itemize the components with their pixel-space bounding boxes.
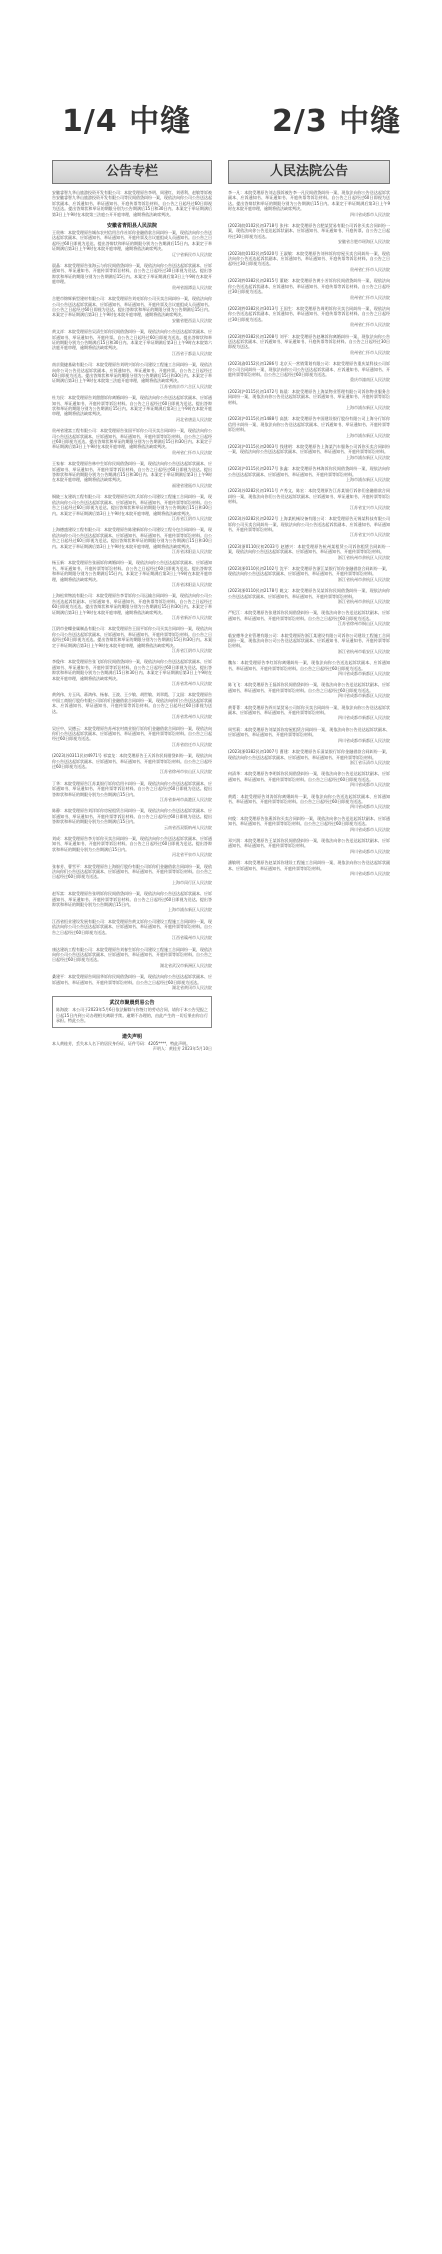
notice-court-signature: 江西省于都县人民法院: [172, 350, 212, 356]
notice-body: (2023)浙0382民初1007号 曹建：本院受理原告乐清某银行诉你金融借款合同纠纷一案，现依法向你公告送达起诉状副本、应诉通知书、举证通知书、开庭传票等诉讼材料。: [228, 749, 390, 760]
notice-item: [52, 263, 212, 290]
notice-body: (2023)沪0115民初1488号 高凯：本院受理原告中国建设银行股份有限公司上海分行诉你信用卡纠纷一案，现依法向你公告送达起诉状副本、应诉通知书、举证通知书、开庭传票等诉讼材料。: [228, 416, 390, 433]
notice-court-signature: 江苏省沭阳县人民法院: [172, 581, 212, 587]
notice-body: 黄霞：本院受理原告刘涛诉你离婚纠纷一案，现依法向你公告送达起诉状副本、应诉通知书、举证通知书、开庭传票等诉讼材料。自公告之日起经过60日即视为送达。: [228, 793, 390, 804]
notice-item: [228, 749, 390, 765]
right-column-header: 人民法院公告: [228, 160, 390, 184]
notice-court-signature: 浙江省杭州市临安区人民法院: [338, 648, 390, 654]
notice-item: [228, 771, 390, 787]
left-notice-column: [52, 160, 212, 2236]
notice-item: [228, 251, 390, 273]
notice-court-signature: 江苏省沭阳县人民法院: [172, 548, 212, 554]
notice-body: 邓兴润：本院受理原告王某诉你民间借贷纠纷一案，现依法向你公告送达起诉状副本、应诉通知书、举证通知书、开庭传票等诉讼材料。: [228, 837, 390, 849]
notice-item: [228, 516, 390, 538]
notice-item: [52, 836, 212, 858]
notice-item: [52, 919, 212, 941]
notice-body: (2023)黔0382民初2815号 董晓：本院受理原告黄小芳诉你民间借贷纠纷一案，现依法向你公告送达起诉状副本、应诉通知书、举证通知书、开庭传票等诉讼材料。自公告之日起经过30日即视为送达。: [228, 278, 390, 295]
notice-item: [228, 278, 390, 300]
notice-court-signature: 江苏省徐州市泉山区人民法院: [160, 769, 212, 775]
notice-item: [228, 488, 390, 510]
notice-item: [228, 389, 390, 411]
notice-court-signature: 江苏省常州市人民法院: [172, 714, 212, 720]
notice-item: [52, 461, 212, 488]
notice-court-signature: 上海市浦东新区人民法院: [346, 432, 390, 438]
notice-item: [52, 726, 212, 748]
notice-court-signature: 江苏省宿迁市人民法院: [172, 741, 212, 747]
notice-item: [52, 329, 212, 356]
notice-title: 安徽省青阳县人民法院: [106, 223, 157, 230]
notice-court-signature: 四川省成都市新都区人民法院: [338, 693, 390, 699]
notice-item: [228, 794, 390, 810]
notice-body: 桑建平：本院受理原告周国华诉你民间借贷纠纷一案，现依法向你公告送达起诉状副本、应诉通知书、举证通知书、开庭传票等诉讼材料。自公告之日起经过60日即视为送达。: [52, 974, 212, 985]
notice-court-signature: 江苏省宜兴市人民法院: [350, 532, 390, 538]
notice-body: (2023)浙0110民初2102号 沈平：本院受理原告浙江某银行诉你金融借款合同纠纷一案，现依法向你公告送达起诉状副本、应诉通知书、举证通知书、开庭传票等诉讼材料。: [228, 565, 390, 577]
notice-body: (2023)苏0282民初2022号 上海某机械设备有限公司：本院受理原告无锡某科技有限公司诉你公司买卖合同纠纷一案，现依法向你公司公告送达起诉状副本、应诉通知书、举证通知书、开庭传票等诉讼材料。: [228, 516, 390, 532]
notice-item: [52, 692, 212, 719]
notice-item: [228, 838, 390, 854]
notice-item: [228, 682, 390, 698]
loss-notice: [52, 1034, 212, 1052]
notice-body: 江阴市金蝶金属制品有限公司：本院受理原告王国平诉你公司买卖合同纠纷一案，现依法向你公司公告送达起诉状副本、应诉通知书、举证通知书、开庭传票等诉讼材料。自公告之日起经过60日即视为送达。提出答辩状和举证的期限分别为公告期满后15日和30日内。本案定于举证期满后第3日上午9时在本院开庭审理，逾期将依法缺席判决。: [52, 626, 212, 648]
notice-court-signature: 上海市浦东新区人民法院: [346, 454, 390, 460]
notice-body: 王贵林：本院受理原告城东农村信用合作社诉你金融借款合同纠纷一案，现依法向你公告送达起诉状副本、应诉通知书、举证通知书、开庭传票及合议庭组成人员通知书。自公告之日起经过60日即视为送达。提出答辩状和举证的期限分别为公告期满后15日内。本案定于举证期满后第3日上午9时在本院开庭审理，逾期将依法缺席判决。: [52, 230, 212, 252]
notice-item: [52, 974, 212, 990]
notice-court-signature: 江苏省泰州市高港区人民法院: [160, 796, 212, 802]
notice-court-signature: 重庆市潼南区人民法院: [350, 377, 390, 383]
notice-item: [228, 816, 390, 832]
notice-item: [52, 891, 212, 913]
left-column-header: 公告专栏: [52, 160, 212, 184]
notice-court-signature: 四川省成都市新都区人民法院: [338, 737, 390, 743]
notice-court-signature: 江苏省江阴市人民法院: [172, 648, 212, 654]
notice-item: [228, 306, 390, 328]
notice-item: [52, 753, 212, 775]
notice-body: 赵军富：本院受理原告张明诉你民间借贷纠纷一案，现依法向你公告送达起诉状副本、应诉通知书、举证通知书、开庭传票等诉讼材料。自公告之日起经过60日即视为送达。提出答辩状和举证的期限分别为公告期满后15日内。: [52, 891, 212, 908]
notice-item: [228, 660, 390, 676]
notice-body: 严纪江：本院受理原告张建诉你民间借贷纠纷一案，现依法向你公告送达起诉状副本、应诉通知书、举证通知书、开庭传票等诉讼材料。自公告之日起经过60日即视为送达。: [228, 610, 390, 621]
notice-item: [228, 223, 390, 245]
notice-court-signature: 云南省西双版纳州人民法院: [164, 824, 212, 830]
notice-item: [52, 527, 212, 554]
notice-item: [52, 781, 212, 803]
notice-item: [228, 544, 390, 560]
notice-body: (2023)黔0382民初1208号 刘平：本院受理原告赵琳诉你离婚纠纷一案，现依法向你公告送达起诉状副本、应诉通知书、举证通知书、开庭传票等诉讼材料。自公告之日起经过30日即视为送达。: [228, 333, 390, 350]
notice-court-signature: 四川省成都市人民法院: [350, 848, 390, 854]
notice-body: 晨晶：本院受理原告张海云与你民间借贷纠纷一案，现依法向你公告送达起诉状副本、应诉通知书、举证通知书、开庭传票等诉讼材料。自公告之日起经过30日即视为送达。提出答辩状和举证的期限分别为公告期满后15日内。本案定于举证期满后第3日上午9时在本院开庭审理。: [52, 263, 212, 285]
notice-item: [228, 190, 390, 217]
notice-court-signature: 江苏省徐州市铜山区人民法院: [338, 621, 390, 627]
notice-body: 陈静：本院受理原告刘洋诉你房屋租赁合同纠纷一案，现依法向你公告送达起诉状副本、应诉通知书、举证通知书、开庭传票等诉讼材料。自公告之日起经过60日即视为送达。提出答辩状和举证的期限分别为公告期满后15日内。: [52, 808, 212, 825]
notice-body: (2023)苏0282民初1911号 卢秀文、陈宏：本院受理原告江苏某银行诉你们金融借款合同纠纷一案，现依法向你们公告送达起诉状副本、应诉通知书、举证通知书、开庭传票等诉讼材料。: [228, 488, 390, 505]
notice-body: 上海松荣物流有限公司：本院受理原告李青诉你公司运输合同纠纷一案，现依法向你公司公告送达起诉状副本、应诉通知书、举证通知书、开庭传票等诉讼材料。自公告之日起经过60日即视为送达。提出答辩状和举证的期限分别为公告期满后15日和30日内。本案定于举证期满后第3日上午9时在本院开庭审理，逾期将依法缺席判决。: [52, 593, 212, 615]
notice-court-signature: 河北省唐县人民法院: [176, 416, 212, 422]
notice-body: (2023)黔0382民初3013号 王国生：本院受理原告周明诉你买卖合同纠纷一案，现依法向你公告送达起诉状副本、应诉通知书、举证通知书、开庭传票等诉讼材料。自公告之日起经过30日即视为送达。: [228, 305, 390, 322]
loss-notice-title: 遗失声明: [121, 1033, 142, 1040]
notice-court-signature: 贵州省湄潭县人民法院: [172, 284, 212, 290]
notice-body: 李一凡：本院受理原告刘志强诉被告李一凡民间借贷纠纷一案，现依法向你公告送达起诉状副本、应诉通知书、举证通知书、开庭传票等诉讼材料。自公告之日起经过60日即视为送达。提出答辩状和举证的期限分别为公告期满后15日内。本案定于举证期满后第3日上午9时在本院开庭审理，逾期将依法缺席判决。: [228, 190, 390, 212]
right-notice-column: [228, 160, 390, 2236]
notice-body: 黄菁菁：本院受理原告四川某贸易公司诉你买卖合同纠纷一案，现依法向你公告送达起诉状副本、应诉通知书、举证通知书、开庭传票等诉讼材料。: [228, 704, 390, 716]
notice-body: 杨玉新：本院受理原告张丽诉你离婚纠纷一案，现依法向你公告送达起诉状副本、应诉通知书、举证通知书、开庭传票等诉讼材料。自公告之日起经过60日即视为送达。提出答辩状和举证的期限分别为公告期满后15日内。本案定于举证期满后第3日上午9时在本院开庭审理，逾期将依法缺席判决。: [52, 560, 212, 582]
notice-item: [228, 588, 390, 604]
notice-court-signature: 浙江省乐清市人民法院: [350, 759, 390, 765]
notice-court-signature: 江苏省新沂市人民法院: [172, 615, 212, 620]
notice-court-signature: 辽宁省新民市人民法院: [172, 251, 212, 257]
notice-court-signature: 江苏省江阴市人民法院: [172, 515, 212, 521]
notice-court-signature: 四川省成都市人民法院: [350, 871, 390, 876]
notice-court-signature: 上海市浦东新区人民法院: [346, 405, 390, 410]
notice-court-signature: 四川省成都市人民法院: [350, 804, 390, 810]
notice-item: [52, 593, 212, 620]
notice-body: 康达建筑工程有限公司：本院受理原告刘春生诉你公司建设工程施工合同纠纷一案，现依法向你公司公告送达起诉状副本、应诉通知书、举证通知书、开庭传票等诉讼材料。自公告之日起经过60日即视为送达。: [52, 946, 212, 963]
notice-body: (2023)皖0102民初5020号 王淑敏：本院受理原告刘伟诉你房屋买卖合同纠纷一案，现依法向你公告送达起诉状副本、应诉通知书、举证通知书、开庭传票等诉讼材料。自公告之日起经过30日即视为送达。: [228, 250, 390, 267]
notice-court-signature: 贵州省仁怀市人民法院: [350, 322, 390, 328]
notice-body: 安徽睿智九华山旅游投资开发有限公司：本院受理原告李明、周建红、刘勇利、赵敏等诉被告安徽睿智九华山旅游投资开发有限公司等民间借贷纠纷一案，现依法向你公司公告送达起诉状副本、应诉通知书、举证通知书、开庭传票等诉讼材料。自公告之日起经过60日即视为送达。提出答辩状和举证的期限分别为公告期满后15日和30日内。本案定于举证期满后第3日上午9时在本院第三法庭公开开庭审理，逾期将依法缺席判决。: [52, 190, 212, 217]
notice-item: [52, 190, 212, 217]
notice-item: [228, 727, 390, 743]
notice-court-signature: 四川省成都市新都区人民法院: [338, 715, 390, 721]
notice-body: (2023)沪0115民初2003号 钱建明：本院受理原告上海某汽车服务公司诉你买卖合同纠纷一案，现依法向你公告送达起诉状副本、应诉通知书、举证通知书、开庭传票等诉讼材料。: [228, 444, 390, 455]
notice-court-signature: 河北省平泉市人民法院: [172, 852, 212, 858]
notice-body: 陈飞飞：本院受理原告王磊诉你民间借贷纠纷一案，现依法向你公告送达起诉状副本、应诉通知书、举证通知书、开庭传票等诉讼材料。自公告之日起经过60日即视为送达。: [228, 682, 390, 693]
notice-item: [228, 705, 390, 721]
fold-label-right: 2/3 中缝: [272, 104, 402, 139]
notice-body: 杜为民：本院受理原告刘甜甜诉你离婚纠纷一案，现依法向你公告送达起诉状副本、应诉通知书、举证通知书、开庭传票等诉讼材料。自公告之日起经过60日即视为送达。提出答辩状和举证的期限分别为公告期满后15日内。本案定于举证期满后第3日上午9时在本院开庭审理，逾期将依法缺席判决。: [52, 395, 212, 417]
notice-item: [228, 361, 390, 383]
notice-court-signature: 安徽省肥西县人民法院: [172, 317, 212, 323]
notice-body: 临安德华企业管理有限公司：本院受理原告浙江某建设有限公司诉你公司建设工程施工合同纠纷一案，现依法向你公司公告送达起诉状副本、应诉通知书、举证通知书、开庭传票等诉讼材料。: [228, 632, 390, 649]
notice-body: 魏东：本院受理原告李红诉你离婚纠纷一案，现依法向你公告送达起诉状副本、应诉通知书、举证通知书、开庭传票等诉讼材料。自公告之日起经过60日即视为送达。: [228, 660, 390, 671]
notice-body: 黄剑伟、方玉风、蒋鸿伟、杨春、王波、王少敏、胡世敏、刘翠霞、丁文国：本院受理原告中国工商银行股份有限公司诉你们金融借款合同纠纷一案，现依法向你们公告送达起诉状副本、应诉通知书、举证通知书、开庭传票等诉讼材料。自公告之日起经过60日即视为送达。: [52, 692, 212, 714]
notice-item: [228, 334, 390, 356]
notice-court-signature: 江西省赣州市人民法院: [172, 935, 212, 941]
notice-item: [228, 416, 390, 438]
notice-court-signature: 江苏省常州市人民法院: [172, 681, 212, 687]
notice-item: [52, 947, 212, 969]
fold-label-left: 1/4 中缝: [62, 104, 192, 139]
notice-item: [228, 566, 390, 582]
notice-court-signature: 浙江省杭州市余杭区人民法院: [338, 576, 390, 582]
notice-body: 周雪莉：本院受理原告刘某诉你房屋租赁合同纠纷一案，现依法向你公告送达起诉状副本、应诉通知书、举证通知书、开庭传票等诉讼材料。: [228, 726, 390, 738]
notice-court-signature: 贵州省仁怀市人民法院: [172, 449, 212, 455]
notice-item: [52, 494, 212, 521]
notice-court-signature: 贵州省仁怀市人民法院: [350, 294, 390, 300]
notice-court-signature: 江苏省南京市六合区人民法院: [160, 383, 212, 389]
notice-item: [228, 860, 390, 876]
loss-notice-body: 本人黄桂芳，丢失本人名下的居民身份证，证件号码：4205****，特此声明。: [52, 1040, 191, 1046]
notice-court-signature: 贵州省仁怀市人民法院: [350, 266, 390, 272]
notice-body: 何清华：本院受理原告李明诉你民间借贷纠纷一案，现依法向你公告送达起诉状副本、应诉通知书、举证通知书、开庭传票等诉讼材料。自公告之日起经过60日即视为送达。: [228, 771, 390, 782]
notice-court-signature: 浙江省杭州市余杭区人民法院: [338, 554, 390, 560]
company-notice-box: [52, 996, 212, 1027]
notice-item: [228, 466, 390, 482]
loss-notice-sign: 声明人：黄桂芳 2023年5月10日: [152, 1045, 212, 1051]
notice-court-signature: 四川省成都市人民法院: [350, 826, 390, 832]
notice-item: [52, 808, 212, 830]
notice-court-signature: 湖北省黄冈市人民法院: [172, 984, 212, 990]
notice-body: 合肥市锦辉新型建材有限公司：本院受理原告刘亮诉你公司买卖合同纠纷一案，现依法向你公司公告送达起诉状副本、应诉通知书、举证通知书、开庭传票及合议庭组成人员通知书。自公告之日起经过60日即视为送达。提出答辩状和举证的期限分别为公告期满后15日内。本案定于举证期满后第3日上午9时在本院开庭审理，逾期将依法缺席判决。: [52, 296, 212, 318]
notice-item: [52, 395, 212, 422]
company-notice-title: 武汉市聚晨贸易公告: [109, 1000, 155, 1007]
notice-court-signature: 湖北省武汉市新洲区人民法院: [160, 962, 212, 968]
notice-court-signature: 江苏省宜兴市人民法院: [350, 504, 390, 510]
notice-item: [228, 610, 390, 626]
notice-item: [52, 428, 212, 455]
notice-body: (2023)皖0102民初3718号 张伟：本院受理原告合肥某贸易有限公司诉你买卖合同纠纷一案，现依法向你公告送达起诉状副本、应诉通知书、举证通知书、开庭传票。自公告之日起经过30日即视为送达。: [228, 223, 390, 239]
notice-item: [52, 296, 212, 323]
notice-body: 黄文祥：本院受理原告吴清生诉你民间借贷纠纷一案，现依法向你公告送达起诉状副本、应诉通知书、举证通知书、开庭传票。自公告之日起经过60日即视为送达。提出答辩状和举证的期限分别为公告期满后15日和30日内。本案定于举证期满后第3日上午9时在本院第六法庭开庭审理，逾期将依法缺席判决。: [52, 329, 212, 351]
notice-court-signature: 四川省成都市新都区人民法院: [338, 671, 390, 677]
notice-court-signature: 上海市闵行区人民法院: [172, 879, 212, 885]
notice-body: 王家春：本院受理原告林中生诉你民间借贷纠纷一案，现依法向你公告送达起诉状副本、应诉通知书、举证通知书、开庭传票等诉讼材料。自公告之日起经过60日即视为送达。提出答辩状和举证的期限分别为公告期满后15日和30日内。本案定于举证期满后第3日上午9时在本院开庭审理，逾期将依法缺席判决。: [52, 461, 212, 483]
notice-body: 南京奥捷基础有限公司：本院受理原告刘明兴诉你公司建设工程施工合同纠纷一案，现依法向你公司公告送达起诉状副本、应诉通知书、举证通知书、开庭传票。自公告之日起经过60日即视为送达。提出答辩状和举证的期限分别为公告期满后15日和30日内。本案定于举证期满后第3日上午9时在本院第三法庭开庭审理，逾期将依法缺席判决。: [52, 362, 212, 384]
notice-body: 江西省恒业建设发展有限公司：本院受理原告黄文诉你公司建设工程施工合同纠纷一案，现依法向你公司公告送达起诉状副本、应诉通知书、举证通知书、开庭传票等诉讼材料。自公告之日起经过60日即视为送达。: [52, 918, 212, 935]
notice-body: (2023)沪0115民初1472号 陈晨：本院受理原告上海某物业管理有限公司诉你物业服务合同纠纷一案，现依法向你公告送达起诉状副本、应诉通知书、举证通知书、开庭传票等诉讼材料。: [228, 388, 390, 405]
notice-court-signature: 四川省成都市人民法院: [350, 211, 390, 217]
notice-court-signature: 四川省成都市人民法院: [350, 782, 390, 788]
notice-court-signature: 福建省建瓯市人民法院: [172, 482, 212, 488]
right-notice-list: [228, 190, 390, 876]
company-notice-body: 陈海波：本公司于2023年5月6日依法解除与你签订的劳动合同，请你于本公告见报之日起15日内到公司办理相关离职手续。逾期不办理的，由此产生的一切后果由你自行承担。特此公告。: [56, 1007, 208, 1024]
notice-item: [52, 362, 212, 389]
notice-body: 铜陵三友建筑工程有限公司：本院受理原告吴红兵诉你公司建设工程施工合同纠纷一案，现依法向你公司公告送达起诉状副本、应诉通知书、举证通知书、开庭传票等诉讼材料。自公告之日起经过60日即视为送达。提出答辩状和举证的期限分别为公告期满后15日和30日内。本案定于举证期满后第3日上午9时在本院开庭审理，逾期将依法缺席判决。: [52, 494, 212, 516]
notice-item: [52, 864, 212, 886]
notice-court-signature: 浙江省杭州市余杭区人民法院: [338, 598, 390, 604]
left-notice-list: [52, 190, 212, 990]
notice-court-signature: 上海市浦东新区人民法院: [168, 907, 212, 913]
notice-court-signature: 安徽省合肥市瑶海区人民法院: [338, 239, 390, 245]
notice-body: 吴应中、吴德云：本院受理原告苏州农村商业银行诉你们金融借款合同纠纷一案，现依法向你们公告送达起诉状副本、应诉通知书、举证通知书、开庭传票等诉讼材料。自公告之日起经过60日即视为送达。: [52, 725, 212, 742]
notice-item: [52, 659, 212, 686]
notice-body: 李俊伟：本院受理原告张飞诉你民间借贷纠纷一案，现依法向你公告送达起诉状副本、应诉通知书、举证通知书、开庭传票等诉讼材料。自公告之日起经过60日即视为送达。提出答辩状和举证的期限分别为公告期满后15日和30日内。本案定于举证期满后第3日上午9时在本院开庭审理，逾期将依法缺席判决。: [52, 659, 212, 681]
notice-item: [228, 633, 390, 655]
notice-item: [52, 223, 212, 257]
notice-body: (2023)渝0152民初1286号 北京天一营销策划有限公司：本院受理原告重庆某科技公司诉你公司合同纠纷一案，现依法向你公司公告送达起诉状副本、应诉通知书、举证通知书、开庭传票等诉讼材料。自公告之日起经过60日即视为送达。: [228, 361, 390, 377]
notice-body: 贵州省建富工程有限公司：本院受理原告张国平诉你公司买卖合同纠纷一案，现依法向你公司公告送达起诉状副本、应诉通知书、举证通知书、开庭传票等诉讼材料。自公告之日起经过60日即视为送达。提出答辩状和举证的期限分别为公告期满后15日和30日内。本案定于举证期满后第3日上午9时在本院开庭审理，逾期将依法缺席判决。: [52, 428, 212, 450]
notice-body: 刘成：本院受理原告李方诉你买卖合同纠纷一案，现依法向你公告送达起诉状副本、应诉通知书、举证通知书、开庭传票等诉讼材料。自公告之日起经过60日即视为送达。提出答辩状和举证的期限分别为公告期满后15日内。: [52, 836, 212, 852]
notice-body: 潘敏明：本院受理原告赵某诉你建设工程施工合同纠纷一案，现依法向你公告送达起诉状副本、应诉通知书、举证通知书、开庭传票等诉讼材料。: [228, 860, 390, 871]
notice-body: 张春芳、曹雪平：本院受理原告上海银行股份有限公司诉你们金融借款合同纠纷一案，现依法向你们公告送达起诉状副本、应诉通知书、举证通知书、开庭传票等诉讼材料。自公告之日起经过60日即视为送达。: [52, 863, 212, 880]
notice-body: (2023)浙0110民初2178号 姚文：本院受理原告吴某诉你民间借贷纠纷一案，现依法向你公告送达起诉状副本、应诉通知书、举证通知书、开庭传票等诉讼材料。: [228, 588, 390, 599]
notice-body: (2023)浙0110民初2033号 赵德兴：本院受理原告杭州某租赁公司诉你租赁合同纠纷一案，现依法向你公告送达起诉状副本、应诉通知书、举证通知书、开庭传票等诉讼材料。: [228, 543, 390, 555]
notice-court-signature: 上海市浦东新区人民法院: [346, 477, 390, 483]
notice-body: 上海德盛建设工程有限公司：本院受理原告陈建新诉你公司建设工程分包合同纠纷一案，现依法向你公司公告送达起诉状副本、应诉通知书、举证通知书、开庭传票等诉讼材料。自公告之日起经过60日即视为送达。提出答辩状和举证的期限分别为公告期满后15日和30日内。本案定于举证期满后第3日上午9时在本院开庭审理，逾期将依法缺席判决。: [52, 527, 212, 549]
notice-body: 丁华：本院受理原告江苏某银行诉你信用卡纠纷一案，现依法向你公告送达起诉状副本、应诉通知书、举证通知书、开庭传票等诉讼材料。自公告之日起经过60日即视为送达。提出答辩状和举证的期限分别为公告期满后15日内。: [52, 780, 212, 797]
notice-item: [52, 626, 212, 653]
notice-body: 何俊：本院受理原告张燕诉你买卖合同纠纷一案，现依法向你公告送达起诉状副本、应诉通知书、举证通知书、开庭传票等诉讼材料。自公告之日起经过60日即视为送达。: [228, 815, 390, 827]
notice-item: [52, 560, 212, 587]
notice-body: (2023)苏0311民初4971号 祁富龙：本院受理原告王天诉你民间借贷纠纷一案，现依法向你公告送达起诉状副本、应诉通知书、举证通知书、开庭传票等诉讼材料。自公告之日起经过60日即视为送达。: [52, 753, 212, 769]
notice-court-signature: 贵州省仁怀市人民法院: [350, 349, 390, 355]
notice-item: [228, 444, 390, 460]
notice-body: (2023)沪0115民初2017号 张鑫：本院受理原告林海诉你民间借贷纠纷一案，现依法向你公告送达起诉状副本、应诉通知书、举证通知书、开庭传票等诉讼材料。: [228, 466, 390, 477]
